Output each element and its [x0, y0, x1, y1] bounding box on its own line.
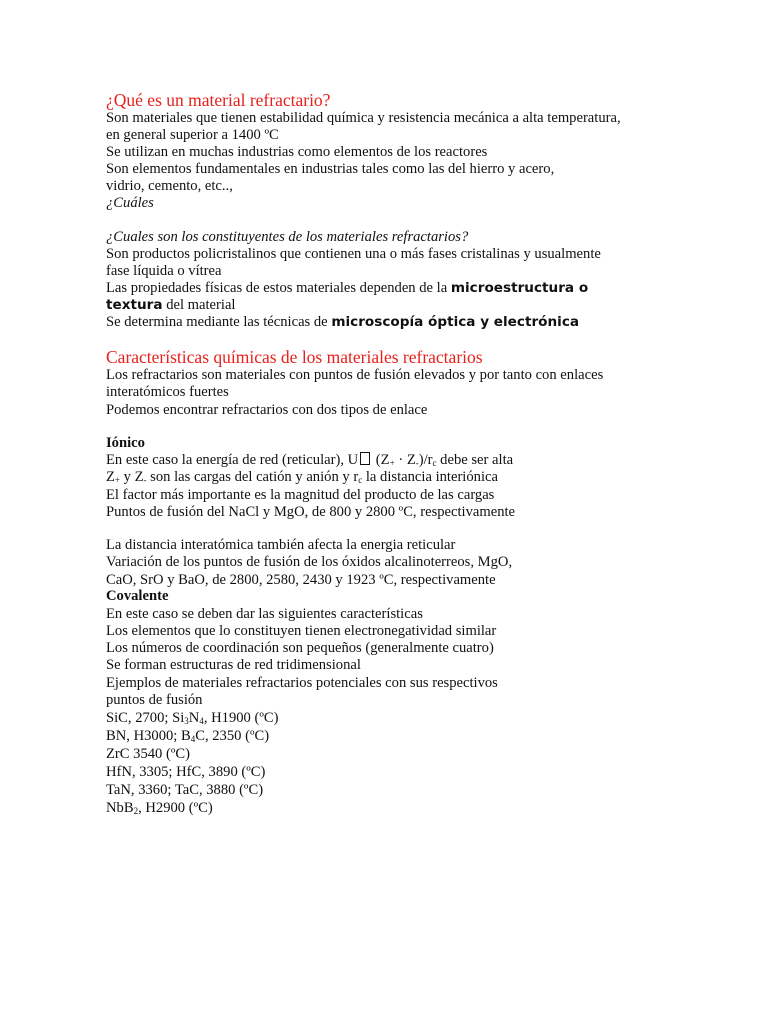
text-span: debe ser alta	[436, 452, 514, 468]
text-line: La distancia interatómica también afecta la energia reticular	[106, 537, 456, 553]
text-line: en general superior a 1400 ºC	[106, 127, 279, 143]
text-line: Puntos de fusión del NaCl y MgO, de 800 y 2800 ºC, respectivamente	[106, 504, 516, 520]
text-line	[106, 280, 588, 297]
material-line	[106, 710, 278, 727]
text-span: (Z	[372, 452, 390, 468]
subscript: 2	[133, 806, 139, 816]
text-span: N	[188, 710, 200, 726]
text-line: Son elementos fundamentales en industrias tales como las del hierro y acero,	[106, 161, 555, 177]
text-line: Los elementos que lo constituyen tienen electronegatividad similar	[106, 623, 497, 639]
heading-covalent: Covalente	[106, 588, 169, 604]
text-span: · Z	[394, 452, 416, 468]
bold-span: textura	[106, 297, 163, 313]
text-line-italic: ¿Cuáles	[106, 195, 154, 211]
text-line: Los números de coordinación son pequeños (generalmente cuatro)	[106, 640, 494, 656]
subscript: 4	[199, 716, 204, 726]
text-span: y Z	[120, 469, 144, 485]
text-line: vidrio, cemento, etc..,	[106, 178, 233, 194]
proportional-symbol-icon	[360, 452, 370, 465]
section-title-what-is: ¿Qué es un material refractario?	[106, 90, 331, 110]
subscript: 3	[184, 716, 189, 726]
text-span: Z	[106, 469, 115, 485]
text-line: Son productos policristalinos que contienen una o más fases cristalinas y usualmente	[106, 246, 601, 262]
text-line	[106, 297, 235, 314]
subscript: 4	[190, 734, 196, 744]
text-span: Las propiedades físicas de estos materiales dependen de la	[106, 280, 451, 296]
text-span: SiC, 2700; Si	[106, 710, 185, 726]
text-line	[106, 314, 579, 331]
text-line: Variación de los puntos de fusión de los óxidos alcalinoterreos, MgO,	[106, 554, 513, 570]
material-line: ZrC 3540 (ºC)	[106, 746, 190, 762]
subscript: c	[432, 458, 437, 468]
text-span: , H2900 (ºC)	[138, 800, 213, 816]
text-span: del material	[162, 297, 236, 313]
text-line: CaO, SrO y BaO, de 2800, 2580, 2430 y 1923 ºC, respectivamente	[106, 572, 496, 588]
subscript: -	[143, 475, 147, 485]
text-span: la distancia interiónica	[362, 469, 498, 485]
text-span: , H1900 (ºC)	[203, 710, 279, 726]
text-span: C, 2350 (ºC)	[195, 728, 270, 744]
text-span: En este caso la energía de red (reticular), U	[106, 452, 359, 468]
subscript: +	[389, 458, 395, 468]
text-line: Ejemplos de materiales refractarios potenciales con sus respectivos	[106, 675, 498, 691]
text-line: Se utilizan en muchas industrias como elementos de los reactores	[106, 144, 488, 160]
text-line: Podemos encontrar refractarios con dos tipos de enlace	[106, 402, 428, 418]
material-line: TaN, 3360; TaC, 3880 (ºC)	[106, 782, 264, 798]
text-span: NbB	[106, 800, 134, 816]
section-title-chemical: Características químicas de los materiales refractarios	[106, 347, 483, 367]
bold-span: microscopía óptica y electrónica	[331, 314, 580, 330]
text-span: Se determina mediante las técnicas de	[106, 314, 332, 330]
subscript: c	[358, 475, 363, 485]
text-line-charges	[106, 469, 498, 486]
text-span: son las cargas del catión y anión y r	[146, 469, 359, 485]
text-line: puntos de fusión	[106, 692, 203, 708]
subscript: -	[415, 458, 419, 468]
text-line: interatómicos fuertes	[106, 384, 229, 400]
text-line: En este caso se deben dar las siguientes características	[106, 606, 423, 622]
bold-span: microestructura o	[450, 280, 589, 296]
text-line: Se forman estructuras de red tridimensional	[106, 657, 361, 673]
text-line: El factor más importante es la magnitud del producto de las cargas	[106, 487, 495, 503]
text-line: Son materiales que tienen estabilidad química y resistencia mecánica a alta temperatura,	[106, 110, 621, 126]
question-constituents: ¿Cuales son los constituyentes de los materiales refractarios?	[106, 229, 469, 245]
material-line: HfN, 3305; HfC, 3890 (ºC)	[106, 764, 266, 780]
text-line-energy	[106, 452, 513, 469]
subscript: +	[114, 475, 120, 485]
text-line: fase líquida o vítrea	[106, 263, 222, 279]
text-span: )/r	[418, 452, 433, 468]
heading-ionic: Iónico	[106, 435, 145, 451]
material-line	[106, 800, 213, 817]
text-line: Los refractarios son materiales con puntos de fusión elevados y por tanto con enlaces	[106, 367, 604, 383]
text-span: BN, H3000; B	[106, 728, 191, 744]
material-line	[106, 728, 269, 745]
